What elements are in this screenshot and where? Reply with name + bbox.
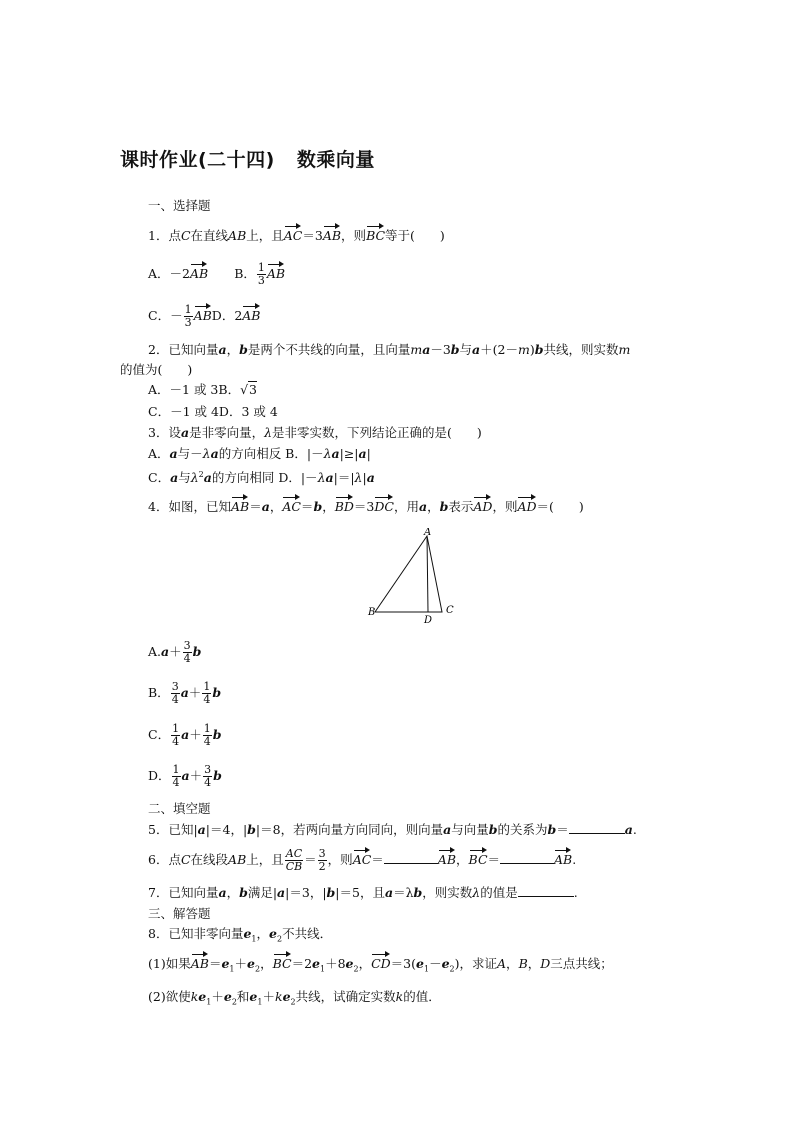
question-2-options-ab: A．－1 或 3B．√3	[148, 382, 257, 397]
vertex-b-label: B	[368, 607, 376, 618]
section-heading-fill: 二、填空题	[148, 801, 211, 816]
page-title	[120, 145, 375, 172]
question-3-options-cd: C．a与$\lambda^2a$的方向相同 D．|－λa|＝|λ|a	[148, 470, 375, 486]
section-heading-choice: 一、选择题	[148, 198, 211, 213]
question-2: 2．已知向量a，b是两个不共线的向量，且向量ma－3b与a＋(2－m)b共线，则实数m	[148, 342, 631, 357]
question-1: 1．点C在直线AB上，且AC＝3AB，则BC等于( )	[148, 228, 445, 243]
question-8-part-2: (2)欲使$ke_1+e_2$和$e_1+ke_2$共线，试确定实数k的值．	[148, 989, 441, 1007]
blank-7[interactable]	[518, 884, 574, 897]
vertex-c-label: C	[446, 605, 454, 616]
question-1-options-cd: C．－ $\frac{1}{3}$ ABD．2AB	[148, 303, 261, 329]
question-1-options-ab: A．－2AB B． $\frac{1}{3}$ AB	[148, 261, 286, 287]
question-4: 4．如图，已知AB＝a，AC＝b，BD＝3DC，用a，b表示AD，则AD＝( )	[148, 499, 584, 514]
question-7: 7．已知向量a，b满足|a|＝3，|b|＝5，且a＝λb，则实数λ的值是 .	[148, 885, 578, 900]
question-3-options-ab: A．a与－λa的方向相反 B．|－λa|≥|a|	[148, 446, 371, 461]
question-8-part-1: (1)如果$AB=e_1+e_2$，$BC=2e_1+8e_2$，$CD=3(e_1-e_2)$，求证A，B，D三点共线；	[148, 956, 613, 974]
question-2-options-cd: C．－1 或 4D．3 或 4	[148, 404, 278, 419]
triangle-abc	[375, 536, 442, 612]
triangle-figure	[362, 528, 462, 628]
vertex-a-label: A	[424, 528, 432, 538]
question-6: 6．点C在线段AB上，且 $\frac{AC}{CB}$ ＝ $\frac{3}{2}$ ，则AC＝ AB，BC＝ AB.	[148, 847, 577, 873]
question-4-option-b: B． $\frac{3}{4}$ a＋ $\frac{1}{4}$ b	[148, 680, 222, 706]
question-4-option-c: C． $\frac{1}{4}$ a＋ $\frac{1}{4}$ b	[148, 722, 222, 748]
title-main: 课时作业(二十四)	[120, 149, 275, 171]
blank-6b[interactable]	[500, 851, 554, 864]
section-heading-answer: 三、解答题	[148, 906, 211, 921]
question-5: 5．已知|a|＝4，|b|＝8，若两向量方向同向，则向量a与向量b的关系为b＝ a.	[148, 822, 637, 837]
vertex-d-label: D	[424, 615, 433, 626]
question-4-option-a: A.a＋ $\frac{3}{4}$ b	[148, 639, 202, 665]
blank-5[interactable]	[569, 821, 625, 834]
title-sub: 数乘向量	[296, 149, 375, 171]
question-2-cont: 的值为( )	[120, 362, 193, 377]
question-4-option-d: D． $\frac{1}{4}$ a＋ $\frac{3}{4}$ b	[148, 763, 222, 789]
blank-6a[interactable]	[384, 851, 438, 864]
segment-ad	[427, 536, 428, 612]
question-3: 3．设a是非零向量，λ是非零实数，下列结论正确的是( )	[148, 425, 482, 440]
question-8: 8．已知非零向量$e_1$，$e_2$不共线．	[148, 926, 333, 944]
